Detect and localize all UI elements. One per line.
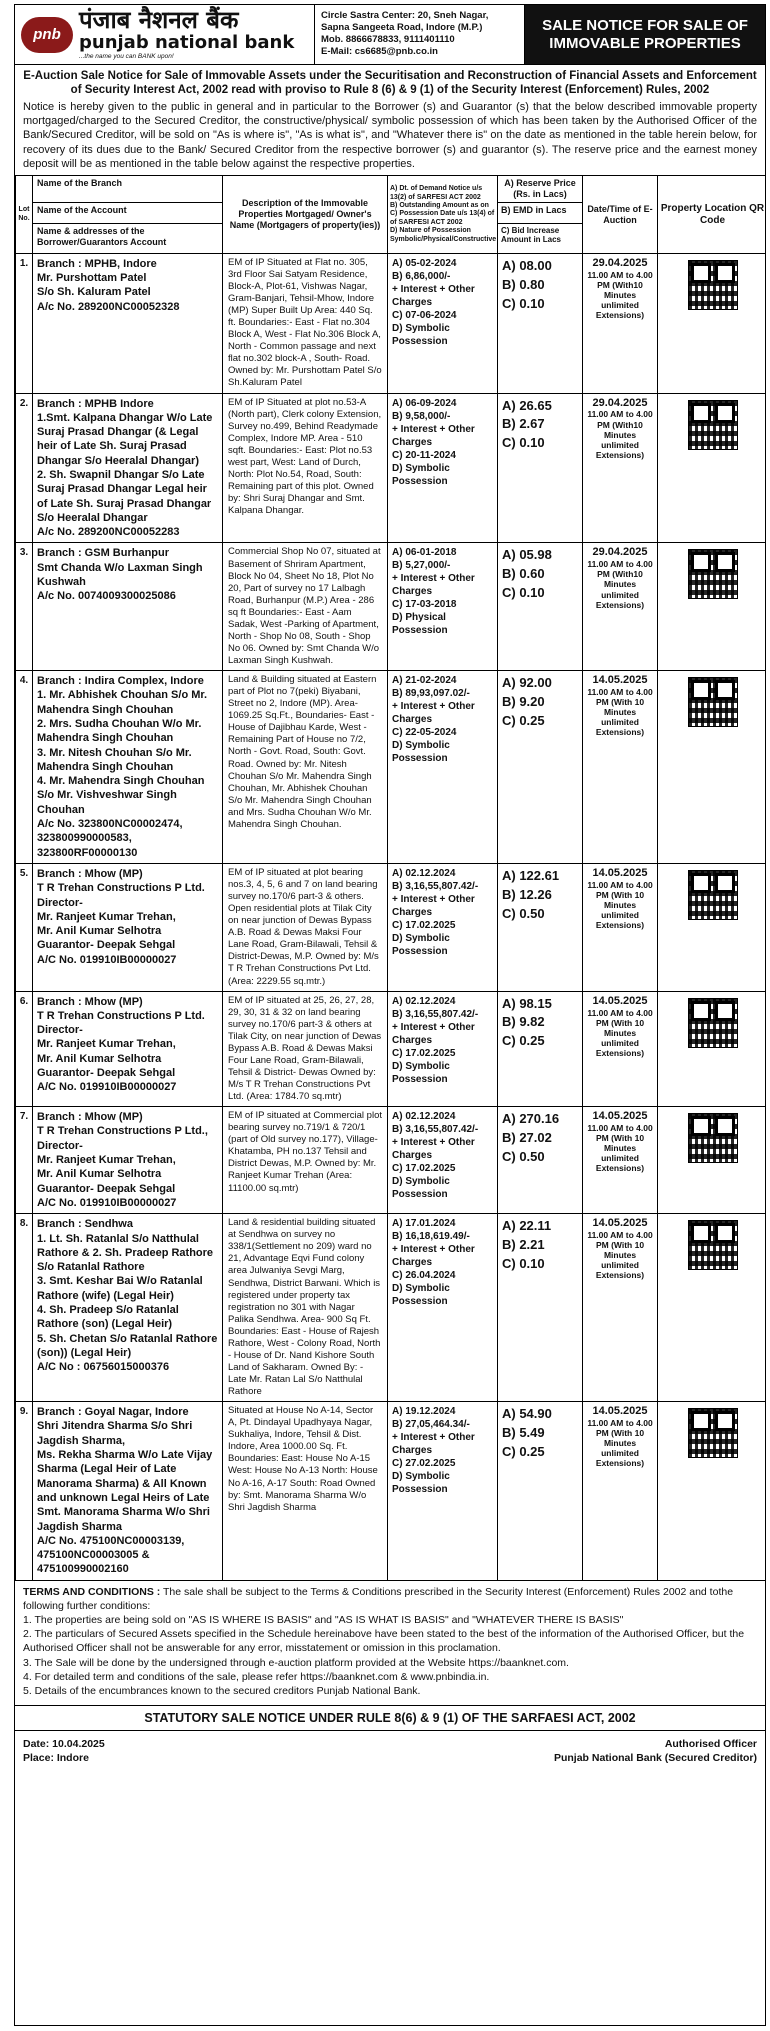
borrower-line: Director- [37,896,83,909]
auction-datetime [583,671,658,864]
notice-frame [14,4,766,2026]
demand-dates [388,671,498,864]
borrower-line: 4. Sh. Pradeep S/o Ratanlal Rathore (son) (Legal Heir) [37,1304,179,1331]
qr-code-icon[interactable] [688,1113,738,1163]
notice-place: Place: Indore [23,1752,89,1765]
demand-dates [388,393,498,543]
property-description: Land & Building situated at Eastern part of Plot no 7(peki) Biyabani, Street no 2, Indore (MP). Area- 1069.25 Sq.Ft., Boundaries- East - House of Dajibhau Karde, West - Remaining Part of House no 7/2, North - Govt. Road, South: Govt. Road. Owned by: Mr. Nitesh Chouhan S/o Mr. Mahendra Singh Chouhan, Mr. Abhishek Chouhan S/o Mr. Mahendra Singh Chouhan and Mrs. Sudha Chouhan W/o Mr. Mahendra Singh Chouhan. [223,671,388,864]
branch-borrower [33,863,223,991]
price-line: A) 54.90 [502,1406,552,1422]
branch-borrower [33,1214,223,1402]
borrower-line: Mr. Ranjeet Kumar Trehan, [37,910,176,923]
price-line: B) 2.67 [502,416,545,432]
property-description: EM of IP situated at plot bearing nos.3, 4, 5, 6 and 7 on land bearing survey no.170/6 part-3 & others. Open residential plots at Tilak City on near junction of Dewas Bypass A.B. Road & Dewas Maksi Four Lane Road, Gram-Bilawali, Tehsil & District-Dewas, M.P. Owned by: M/s T R Trehan Constructions Pvt Ltd. (Area: 2229.55 sq.mtr.) [223,863,388,991]
table-row [16,543,767,671]
th-lot: Lot No. [16,176,33,254]
date-line: A) 19.12.2024 [392,1406,456,1418]
intro-body: Notice is hereby given to the public in general and in particular to the Borrower (s) and Guarantor (s) that the below described immovable property mortgaged/charged to the Secured Creditor, the constructive/physical/ symbolic possession of which has been taken by the Authorised Officer of the Bank/Secured Creditor, will be sold on "As is where is", "As is what is", and "Whatever there is" on the date as mentioned in the table herein below, for recovery of its dues due to the Bank/ Secured Creditor from the respective borrower (s) and guarantor (s). The reserve price and the earnest money deposit will be as mentioned in the table below against the respective properties. [23,100,757,170]
reserve-price [498,393,583,543]
property-description: Situated at House No A-14, Sector A, Pt. Dindayal Upadhyaya Nagar, Sukhaliya, Indore, Tehsil & Dist. Indore, Area 1000.00 Sq. Ft. Boundaries: East: House No A-15 West: House No A-13 North: House No A-16, A-17 South: Road Owned by: Smt. Manorama Sharma W/o Shri Jagdish Sharma [223,1402,388,1581]
reserve-price [498,1214,583,1402]
borrower-line: 2. Mrs. Sudha Chouhan W/o Mr. Mahendra Singh Chouhan [37,718,202,745]
qr-cell [658,991,767,1107]
borrower-line: A/c No. 323800NC00002474, 323800990000583, 323800RF00000130 [37,818,183,859]
date-line: C) 17.02.2025 [392,1047,456,1059]
date-line: B) 16,18,619.49/- [392,1231,470,1243]
th-bid: C) Bid Increase Amount in Lacs [498,223,583,253]
lot-number: 4. [16,671,33,864]
terms-intro: The sale shall be subject to the Terms & Conditions prescribed in the Security Interest (Enforcement) Rules 2002 and tothe following further conditions: [23,1585,734,1612]
auction-date: 14.05.2025 [592,1110,648,1123]
price-line: B) 0.80 [502,276,545,292]
table-row [16,253,767,393]
auction-datetime [583,1107,658,1214]
borrower-line: Ms. Rekha Sharma W/o Late Vijay Sharma (Legal Heir of Late Manorama Sharma) & All Known and unknown Legal Heirs of Late Smt. Manorama Sharma W/o Shri Jagdish Sharma [37,1449,213,1533]
auction-time: 11.00 AM to 4.00 PM (With 10 Minutes unlimited Extensions) [587,687,653,738]
auction-time: 11.00 AM to 4.00 PM (With 10 Minutes unlimited Extensions) [587,879,653,930]
branch-borrower [33,393,223,543]
th-dates: A) Dt. of Demand Notice u/s 13(2) of SARFESI ACT 2002 B) Outstanding Amount as on C) Possession Date u/s 13(4) of of SARFESI ACT 2002 D) Nature of Possession Symbolic/Physical/Constructive [388,176,498,254]
date-line: C) 17.02.2025 [392,1163,456,1175]
date-line: D) Symbolic Possession [392,1471,450,1496]
header [15,5,765,65]
reserve-price [498,991,583,1107]
price-line: A) 05.98 [502,547,552,563]
borrower-line: Mr. Anil Kumar Selhotra [37,925,162,938]
date-line: B) 89,93,097.02/- [392,688,470,700]
date-line: C) 26.04.2024 [392,1270,456,1282]
qr-cell [658,543,767,671]
demand-dates [388,1402,498,1581]
contact-info [315,5,525,64]
borrower-line: Smt Chanda W/o Laxman Singh Kushwah [37,561,203,589]
table-row [16,671,767,864]
auction-datetime [583,393,658,543]
footer [15,1731,765,1771]
auction-time: 11.00 AM to 4.00 PM (With 10 Minutes unlimited Extensions) [587,1230,653,1281]
borrower-line: Mr. Purshottam Patel [37,272,147,285]
branch-borrower [33,253,223,393]
date-line: B) 3,16,55,807.42/- [392,880,479,892]
date-line: C) 17-03-2018 [392,599,457,611]
date-line: + Interest + Other Charges [392,701,475,726]
qr-code-icon[interactable] [688,1408,738,1458]
borrower-line: Branch : GSM Burhanpur [37,547,170,560]
price-line: B) 2.21 [502,1237,545,1253]
brand-english: punjab national bank [79,32,295,54]
demand-dates [388,253,498,393]
date-line: + Interest + Other Charges [392,1432,475,1457]
notice-title-line: SALE NOTICE FOR SALE OF [542,16,748,34]
contact-email: E-Mail: cs6685@pnb.co.in [321,45,438,57]
th-reserve: A) Reserve Price (Rs. in Lacs) [498,176,583,203]
price-line: B) 0.60 [502,566,545,582]
qr-cell [658,1107,767,1214]
date-line: B) 9,58,000/- [392,410,451,422]
date-line: D) Symbolic Possession [392,740,450,765]
borrower-line: 4. Mr. Mahendra Singh Chouhan S/o Mr. Vishveshwar Singh Chouhan [37,775,205,816]
qr-code-icon[interactable] [688,1220,738,1270]
borrower-line: 3. Smt. Keshar Bai W/o Ratanlal Rathore (wife) (Legal Heir) [37,1275,203,1302]
price-line: B) 9.20 [502,693,545,709]
borrower-line: 2. Sh. Swapnil Dhangar S/o Late Suraj Prasad Dhangar Legal heir of Late Sh. Suraj Prasad Dhangar S/o Heeralal Dhangar [37,469,212,524]
price-line: A) 26.65 [502,397,552,413]
table-row [16,1402,767,1581]
notice-date: Date: 10.04.2025 [23,1738,105,1751]
date-line: C) 17.02.2025 [392,919,456,931]
th-emd: B) EMD in Lacs [498,202,583,223]
auction-datetime [583,863,658,991]
lot-number: 1. [16,253,33,393]
reserve-price [498,1402,583,1581]
date-line: A) 17.01.2024 [392,1218,456,1230]
table-row [16,1214,767,1402]
property-description: EM of IP Situated at Flat no. 305, 3rd Floor Sai Satyam Residence, Block-A, Plot-61, Vishwas Nagar, Gram-Banjari, Tehsil-Mhow, Indore (MP) Super Built Up Area: 440 Sq. ft. Boundaries:- East - Flat no.304 Block A, West - Flat No.306 Block A, North - Common passage and next flat no.302 block-A , South- Road. Owned by: Mr. Purshottam Patel S/o Sh.Kaluram Patel [223,253,388,393]
price-line: B) 9.82 [502,1014,545,1030]
date-line: + Interest + Other Charges [392,423,475,448]
borrower-line: T R Trehan Constructions P Ltd. [37,882,205,895]
qr-code-icon[interactable] [688,260,738,310]
qr-cell [658,1402,767,1581]
date-line: A) 06-09-2024 [392,397,457,409]
borrower-line: Branch : Mhow (MP) [37,1111,143,1124]
price-line: A) 92.00 [502,675,552,691]
price-line: B) 5.49 [502,1425,545,1441]
price-line: A) 22.11 [502,1218,552,1234]
terms-heading: TERMS AND CONDITIONS : [23,1585,161,1598]
lot-number: 5. [16,863,33,991]
date-line: D) Symbolic Possession [392,1060,450,1085]
price-line: C) 0.10 [502,435,545,451]
date-line: D) Symbolic Possession [392,322,450,347]
reserve-price [498,253,583,393]
auction-datetime [583,1402,658,1581]
property-description: EM of IP situated at Commercial plot bearing survey no.719/1 & 720/1 (part of Old survey no.177), Village-Khatamba, PH no.137 Tehsil and District Dewas, M.P. Owned by: Mr. Ranjeet Kumar Trehan (Area: 11100.00 sq.mtr) [223,1107,388,1214]
auction-date: 14.05.2025 [592,1405,648,1418]
contact-line: Circle Sastra Center: 20, Sneh Nagar, [321,10,489,21]
borrower-line: 1. Mr. Abhishek Chouhan S/o Mr. Mahendra Singh Chouhan [37,689,208,716]
borrower-line: T R Trehan Constructions P Ltd., Director- [37,1125,208,1152]
qr-code-icon[interactable] [688,870,738,920]
date-line: + Interest + Other Charges [392,1137,475,1162]
branch-borrower [33,1107,223,1214]
reserve-price [498,863,583,991]
auction-date: 14.05.2025 [592,674,648,687]
auction-time: 11.00 AM to 4.00 PM (With 10 Minutes unlimited Extensions) [587,1123,653,1174]
tagline: ...the name you can BANK upon! [79,53,174,61]
qr-code-icon[interactable] [688,400,738,450]
table-row [16,863,767,991]
borrower-line: Branch : Indira Complex, Indore [37,675,204,688]
borrower-line: Guarantor- Deepak Sehgal [37,1182,176,1195]
demand-dates [388,1107,498,1214]
demand-dates [388,543,498,671]
date-line: D) Symbolic Possession [392,1283,450,1308]
table-row [16,393,767,543]
date-line: D) Physical Possession [392,612,448,637]
borrower-line: Branch : Goyal Nagar, Indore [37,1406,189,1419]
borrower-line: A/c No. 0074009300025086 [37,590,176,603]
auction-time: 11.00 AM to 4.00 PM (With 10 Minutes unlimited Extensions) [587,1007,653,1058]
auction-date: 14.05.2025 [592,1217,648,1230]
price-line: A) 270.16 [502,1111,560,1127]
contact-line: Sapna Sangeeta Road, Indore (M.P.) [321,21,483,33]
th-description: Description of the Immovable Properties Mortgaged/ Owner's Name (Mortgagers of property(ies)) [223,176,388,254]
property-description: EM of IP Situated at plot no.53-A (North part), Clerk colony Extension, Survey no.499, Behind Readymade Complex, Indore MP. Area - 510 sqft. Boundaries:- East: Plot no.53 west part, West: Land of Durch, North: Plot No.54, Road, South: Remaining part of this plot. Owned by: Shri Suraj Dhangar and Smt. Kalpana Dhangar. [223,393,388,543]
auction-datetime [583,991,658,1107]
date-line: A) 21-02-2024 [392,675,457,687]
qr-cell [658,253,767,393]
lot-number: 2. [16,393,33,543]
property-description: Land & residential building situated at Sendhwa on survey no 338/1(Settlement no 209) ward no 21, Advantage Eqvi Fund colony area Julwaniya Sevgi Marg, Sendhwa, District Barwani. Which is registered under property tax registration no 301 with Nagar Palika Sendhwa. Area- 900 Sq Ft. Boundaries: East - House of Rajesh Rathore, West - Colony Road, North - House of Dr. Nand Kishore South Land of Sakharam. Owned By: - Late Mr. Ratan Lal S/o Natthulal Rathore [223,1214,388,1402]
qr-code-icon[interactable] [688,549,738,599]
qr-cell [658,863,767,991]
borrower-line: Director- [37,1024,83,1037]
borrower-line: Mr. Ranjeet Kumar Trehan, [37,1038,176,1051]
th-auction: Date/Time of E-Auction [583,176,658,254]
borrower-line: A/c No. 289200NC00052283 [37,526,180,539]
date-line: B) 3,16,55,807.42/- [392,1008,479,1020]
qr-cell [658,1214,767,1402]
terms-item: 3. The Sale will be done by the undersigned through e-auction platform provided at the Website https://baanknet.com. [23,1656,569,1669]
notice-title [525,5,765,64]
auction-datetime [583,1214,658,1402]
th-qr: Property Location QR Code [658,176,767,254]
terms-item: 5. Details of the encumbrances known to the secured creditors Punjab National Bank. [23,1684,421,1697]
borrower-line: 5. Sh. Chetan S/o Ratanlal Rathore (son)) (Legal Heir) [37,1332,218,1359]
reserve-price [498,543,583,671]
date-line: C) 27.02.2025 [392,1458,456,1470]
qr-cell [658,671,767,864]
qr-code-icon[interactable] [688,998,738,1048]
auction-time: 11.00 AM to 4.00 PM (With10 Minutes unlimited Extensions) [587,559,653,610]
terms-item: 2. The particulars of Secured Assets specified in the Schedule hereinabove have been stated to the best of the information of the Authorised Officer, but the Authorised Officer shall not be answerable for any error, misstatement or omission in this proclamation. [23,1628,745,1655]
borrower-line: 1. Lt. Sh. Ratanlal S/o Natthulal Rathore & 2. Sh. Pradeep Rathore S/o Ratanlal Rathore [37,1232,214,1274]
date-line: A) 02.12.2024 [392,1111,456,1123]
price-line: A) 98.15 [502,995,552,1011]
borrower-line: T R Trehan Constructions P Ltd. [37,1009,205,1022]
th-branch: Name of the Branch [33,176,223,203]
contact-line: Mob. 8866678833, 9111401110 [321,33,455,45]
branch-borrower [33,671,223,864]
date-line: B) 3,16,55,807.42/- [392,1124,479,1136]
branch-borrower [33,991,223,1107]
price-line: C) 0.10 [502,295,545,311]
demand-dates [388,863,498,991]
branch-borrower [33,1402,223,1581]
reserve-price [498,1107,583,1214]
borrower-line: Shri Jitendra Sharma S/o Shri Jagdish Sharma, [37,1420,193,1447]
reserve-price [498,671,583,864]
date-line: + Interest + Other Charges [392,283,475,308]
date-line: C) 07-06-2024 [392,309,457,321]
borrower-line: A/C No. 475100NC00003139, 475100NC00003005 & 475100990002160 [37,1534,185,1576]
auction-datetime [583,253,658,393]
borrower-line: Guarantor- Deepak Sehgal [37,939,176,952]
price-line: C) 0.50 [502,905,545,921]
price-line: B) 12.26 [502,886,552,902]
date-line: D) Symbolic Possession [392,1176,450,1201]
auction-date: 14.05.2025 [592,994,648,1007]
price-line: C) 0.10 [502,585,545,601]
auction-time: 11.00 AM to 4.00 PM (With 10 Minutes unlimited Extensions) [587,1418,653,1469]
property-description: EM of IP situated at 25, 26, 27, 28, 29, 30, 31 & 32 on land bearing survey no.170/6 part-3 & others at Tilak City, on near junction of Dewas Bypass A.B. Road & Dewas Maksi Four Lane Road, Gram-Bilawali, Tehsil & District- Dewas Owned by: M/s T R Trehan Constructions Pvt Ltd. (Area: 1784.70 sq.mtr) [223,991,388,1107]
date-line: B) 27,05,464.34/- [392,1419,470,1431]
date-line: A) 06-01-2018 [392,547,457,559]
auction-date: 14.05.2025 [592,866,648,879]
bank-signature: Punjab National Bank (Secured Creditor) [553,1752,757,1765]
price-line: A) 122.61 [502,867,560,883]
auction-date: 29.04.2025 [592,396,648,409]
intro-title: E-Auction Sale Notice for Sale of Immovable Assets under the Securitisation and Reconstruction of Financial Assets and Enforcement of Security Interest Act, 2002 read with proviso to Rule 8 (6) & 9 (1) of the Security Interest (Enforcement) Rules, 2002 [23,70,757,97]
borrower-line: A/c No. 289200NC00052328 [37,300,180,313]
borrower-line: Branch : Sendhwa [37,1218,133,1231]
date-line: + Interest + Other Charges [392,573,475,598]
auction-date: 29.04.2025 [592,256,648,269]
borrower-line: Guarantor- Deepak Sehgal [37,1067,176,1080]
date-line: D) Symbolic Possession [392,462,450,487]
date-line: B) 5,27,000/- [392,560,451,572]
borrower-line: Mr. Anil Kumar Selhotra [37,1052,162,1065]
borrower-line: A/C No : 06756015000376 [37,1361,170,1374]
th-account: Name of the Account [33,202,223,223]
qr-cell [658,393,767,543]
borrower-line: A/C No. 019910IB00000027 [37,953,177,966]
auction-time: 11.00 AM to 4.00 PM (With10 Minutes unlimited Extensions) [587,409,653,460]
date-line: B) 6,86,000/- [392,270,451,282]
demand-dates [388,991,498,1107]
terms-item: 4. For detailed term and conditions of the sale, please refer https://baanknet.com & www.pnbindia.in. [23,1670,490,1683]
date-line: A) 05-02-2024 [392,257,457,269]
borrower-line: Branch : MPHB, Indore [37,257,157,270]
price-line: B) 27.02 [502,1130,552,1145]
th-borrower: Name & addresses of the Borrower/Guarantors Account [33,223,223,253]
statutory-notice: STATUTORY SALE NOTICE UNDER RULE 8(6) & 9 (1) OF THE SARFAESI ACT, 2002 [15,1705,765,1731]
borrower-line: S/o Sh. Kaluram Patel [37,286,151,299]
lot-number: 7. [16,1107,33,1214]
table-row [16,1107,767,1214]
borrower-line: Branch : Mhow (MP) [37,995,143,1008]
branch-borrower [33,543,223,671]
price-line: C) 0.25 [502,712,545,728]
auction-time: 11.00 AM to 4.00 PM (With10 Minutes unlimited Extensions) [587,269,653,320]
borrower-line: Mr. Ranjeet Kumar Trehan, [37,1154,176,1167]
borrower-line: Branch : MPHB Indore [37,397,154,410]
borrower-line: Branch : Mhow (MP) [37,867,143,880]
price-line: C) 0.25 [502,1033,545,1049]
date-line: A) 02.12.2024 [392,867,456,879]
date-line: A) 02.12.2024 [392,995,456,1007]
date-line: C) 20-11-2024 [392,449,456,461]
lot-number: 8. [16,1214,33,1402]
bank-brand [15,5,315,64]
terms-item: 1. The properties are being sold on "AS IS WHERE IS BASIS" and "AS IS WHAT IS BASIS" and "WHATEVER THERE IS BASIS" [23,1614,624,1627]
qr-code-icon[interactable] [688,677,738,727]
borrower-line: A/C No. 019910IB00000027 [37,1196,177,1209]
date-line: C) 22-05-2024 [392,727,457,739]
date-line: + Interest + Other Charges [392,893,475,918]
date-line: + Interest + Other Charges [392,1021,475,1046]
lot-number: 6. [16,991,33,1107]
price-line: C) 0.10 [502,1255,545,1271]
authorised-officer: Authorised Officer [664,1738,757,1751]
price-line: C) 0.50 [502,1148,545,1164]
pnb-logo: pnb [21,17,73,53]
property-description: Commercial Shop No 07, situated at Basement of Shriram Apartment, Block No 04, Sheet No 18, Plot No 20, Part of survey no 17 Lalbagh Road, Burhanpur (M.P.) Area - 286 sq ft Boundaries:- East - Aam Sadak, West -Parking of Apartment, North - Shop No 08, South - Shop No 06. Owned by: Smt Chanda W/o Laxman Singh Kushwah. [223,543,388,671]
borrower-line: A/C No. 019910IB00000027 [37,1081,177,1094]
lot-number: 3. [16,543,33,671]
table-row [16,991,767,1107]
terms-section [15,1581,765,1702]
borrower-line: 3. Mr. Nitesh Chouhan S/o Mr. Mahendra Singh Chouhan [37,746,192,773]
brand-hindi: पंजाब नैशनल बैंक [79,6,239,35]
auction-datetime [583,543,658,671]
properties-table [15,175,766,1581]
auction-date: 29.04.2025 [592,546,648,559]
borrower-line: 1.Smt. Kalpana Dhangar W/o Late Suraj Prasad Dhangar (& Legal heir of Late Sh. Suraj Prasad Dhangar S/o Heeralal Dhangar) [37,411,213,467]
demand-dates [388,1214,498,1402]
price-line: C) 0.25 [502,1443,545,1459]
date-line: D) Symbolic Possession [392,932,450,957]
lot-number: 9. [16,1402,33,1581]
date-line: + Interest + Other Charges [392,1244,475,1269]
borrower-line: Mr. Anil Kumar Selhotra [37,1168,162,1181]
notice-title-line: IMMOVABLE PROPERTIES [549,34,741,52]
price-line: A) 08.00 [502,257,552,273]
